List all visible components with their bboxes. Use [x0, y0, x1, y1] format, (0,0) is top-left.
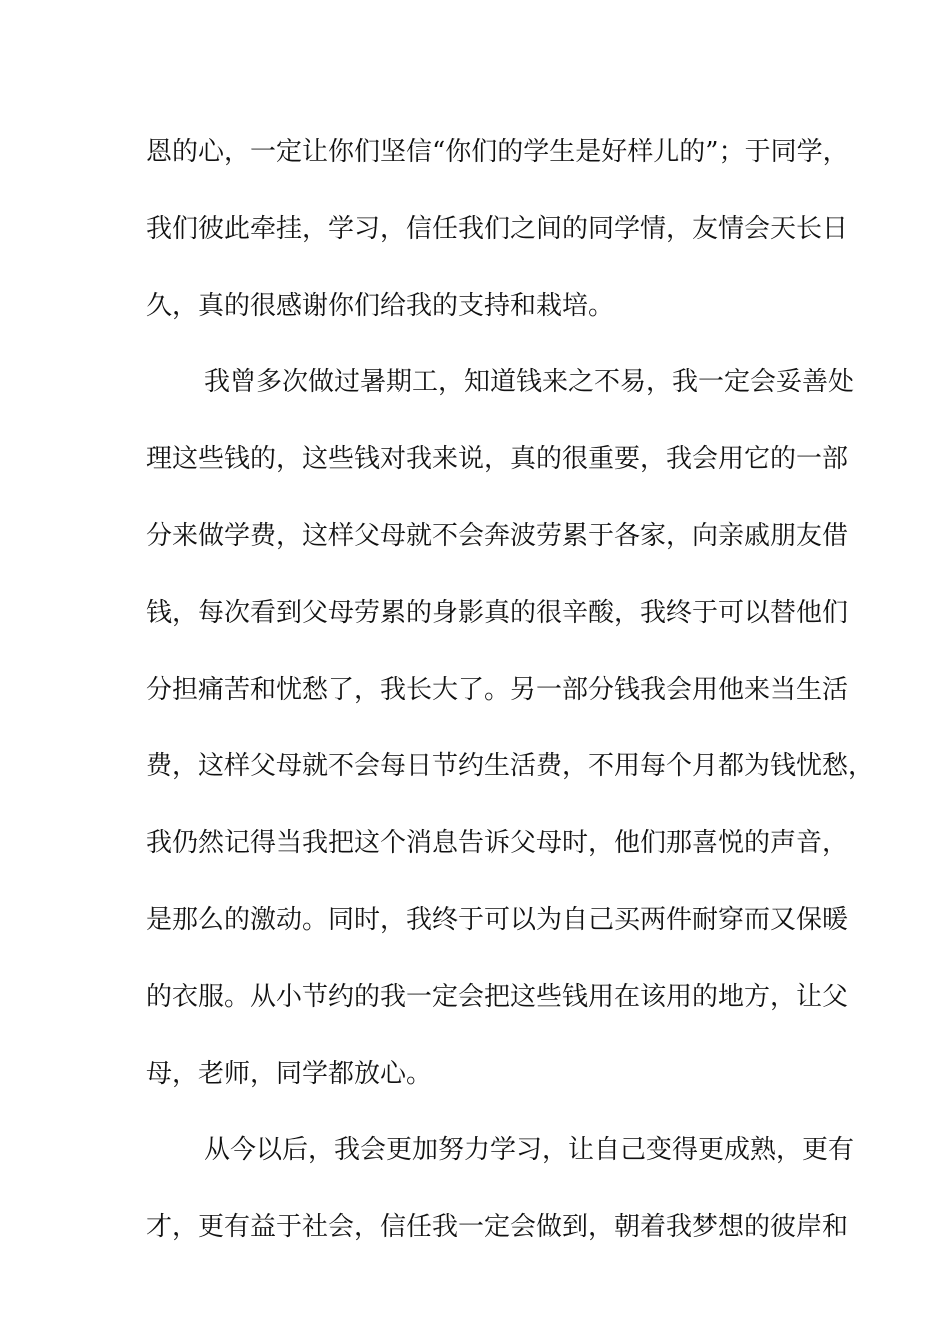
text-line: 分来做学费，这样父母就不会奔波劳累于各家，向亲戚朋友借 — [146, 520, 849, 551]
text-line: 是那么的激动。同时，我终于可以为自己买两件耐穿而又保暖 — [146, 904, 849, 935]
text-line: 理这些钱的，这些钱对我来说，真的很重要，我会用它的一部 — [146, 444, 849, 475]
text-line: 费，这样父母就不会每日节约生活费，不用每个月都为钱忧愁， — [146, 751, 875, 782]
text-line: 才，更有益于社会，信任我一定会做到，朝着我梦想的彼岸和 — [146, 1212, 849, 1243]
paragraph-first-line: 从今以后，我会更加努力学习，让自己变得更成熟，更有 — [204, 1135, 855, 1166]
text-line: 钱，每次看到父母劳累的身影真的很辛酸，我终于可以替他们 — [146, 597, 849, 628]
paragraph-first-line: 我曾多次做过暑期工，知道钱来之不易，我一定会妥善处 — [204, 367, 855, 398]
text-line: 分担痛苦和忧愁了，我长大了。另一部分钱我会用他来当生活 — [146, 674, 849, 705]
text-line: 母，老师，同学都放心。 — [146, 1058, 433, 1089]
text-line: 久，真的很感谢你们给我的支持和栽培。 — [146, 290, 615, 321]
text-line: 我们彼此牵挂，学习，信任我们之间的同学情，友情会天长日 — [146, 213, 849, 244]
text-line: 恩的心，一定让你们坚信“你们的学生是好样儿的”；于同学， — [146, 137, 849, 167]
text-line: 我仍然记得当我把这个消息告诉父母时，他们那喜悦的声音， — [146, 828, 849, 859]
text-line: 的衣服。从小节约的我一定会把这些钱用在该用的地方，让父 — [146, 981, 849, 1012]
body-text — [146, 126, 875, 1278]
